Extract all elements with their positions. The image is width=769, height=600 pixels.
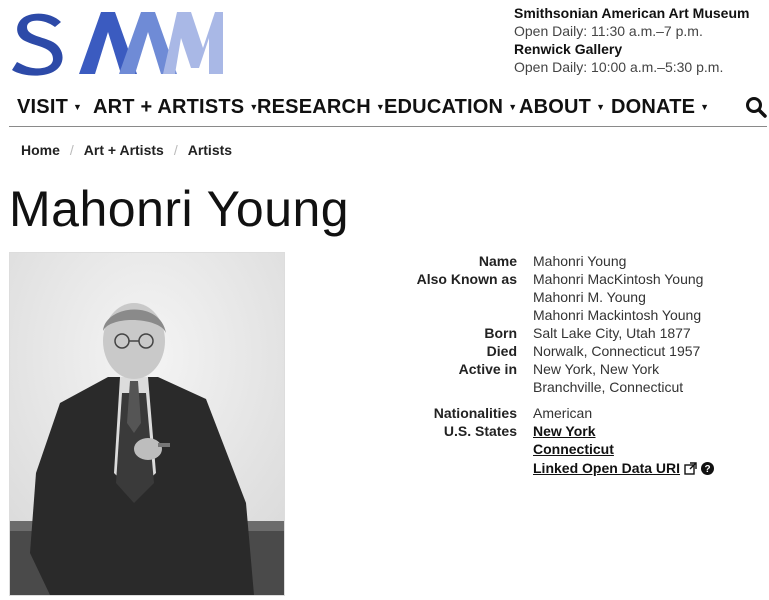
nav-visit-label: VISIT: [17, 96, 69, 118]
detail-value: American: [533, 405, 593, 421]
caret-down-icon: ▼: [375, 102, 385, 112]
museum-hours-saam: Open Daily: 11:30 a.m.–7 p.m.: [514, 23, 703, 39]
detail-value: Norwalk, Connecticut 1957: [533, 343, 701, 359]
state-link-new-york[interactable]: New York: [533, 423, 596, 439]
museum-name-saam[interactable]: Smithsonian American Art Museum: [514, 5, 750, 21]
detail-value: Mahonri MacKintosh Young: [533, 271, 704, 287]
nav-about-label: ABOUT: [519, 96, 592, 118]
breadcrumb-home[interactable]: Home: [21, 142, 60, 158]
detail-row-nationalities: [380, 404, 765, 422]
nav-research[interactable]: [257, 96, 385, 119]
detail-label: U.S. States: [443, 423, 517, 439]
nav-visit[interactable]: [17, 96, 82, 119]
detail-label: Active in: [458, 361, 517, 377]
detail-label: Nationalities: [433, 405, 517, 421]
detail-row-active: [380, 360, 765, 396]
page-title: Mahonri Young: [9, 181, 350, 237]
breadcrumb-artists[interactable]: Artists: [187, 142, 233, 158]
nav-research-label: RESEARCH: [257, 96, 371, 118]
state-link-connecticut[interactable]: Connecticut: [533, 441, 614, 457]
caret-down-icon: ▼: [508, 102, 518, 112]
detail-row-states: [380, 422, 765, 477]
breadcrumb: [21, 142, 232, 158]
artist-details: [380, 252, 765, 477]
nav-donate-label: DONATE: [611, 96, 696, 118]
linked-open-data-link[interactable]: Linked Open Data URI: [533, 460, 681, 476]
breadcrumb-separator: /: [69, 142, 74, 158]
museum-hours: [514, 4, 749, 76]
detail-value: Mahonri M. Young: [533, 289, 646, 305]
detail-value: Branchville, Connecticut: [533, 379, 684, 395]
detail-value: New York, New York: [533, 361, 660, 377]
detail-label: Born: [484, 325, 517, 341]
nav-art-artists-label: ART + ARTISTS: [93, 96, 245, 118]
detail-row-aka: [380, 270, 765, 324]
nav-education[interactable]: [384, 96, 517, 119]
detail-value: Mahonri Young: [533, 253, 627, 269]
nav-about[interactable]: [519, 96, 605, 119]
nav-education-label: EDUCATION: [384, 96, 504, 118]
caret-down-icon: ▼: [249, 102, 259, 112]
caret-down-icon: ▼: [73, 102, 83, 112]
nav-divider: [9, 126, 767, 127]
saam-logo[interactable]: [9, 8, 224, 76]
breadcrumb-separator: /: [173, 142, 178, 158]
detail-row-name: [380, 252, 765, 270]
detail-value: Mahonri Mackintosh Young: [533, 307, 702, 323]
portrait-image: [10, 253, 284, 595]
nav-donate[interactable]: [611, 96, 709, 119]
nav-art-artists[interactable]: [93, 96, 258, 119]
detail-label: Died: [486, 343, 517, 359]
help-icon[interactable]: [701, 462, 714, 475]
detail-value: Salt Lake City, Utah 1877: [533, 325, 691, 341]
main-nav: [9, 96, 769, 126]
detail-label: Also Known as: [416, 271, 517, 287]
museum-name-renwick[interactable]: Renwick Gallery: [514, 41, 623, 57]
museum-hours-renwick: Open Daily: 10:00 a.m.–5:30 p.m.: [514, 59, 724, 75]
detail-row-born: [380, 324, 765, 342]
detail-label: Name: [478, 253, 517, 269]
caret-down-icon: ▼: [596, 102, 606, 112]
svg-text:?: ?: [704, 464, 711, 475]
search-icon[interactable]: [745, 96, 767, 118]
artist-portrait[interactable]: [9, 252, 285, 596]
caret-down-icon: ▼: [700, 102, 710, 112]
external-link-icon: [684, 462, 697, 475]
breadcrumb-art-artists[interactable]: Art + Artists: [83, 142, 164, 158]
detail-row-died: [380, 342, 765, 360]
